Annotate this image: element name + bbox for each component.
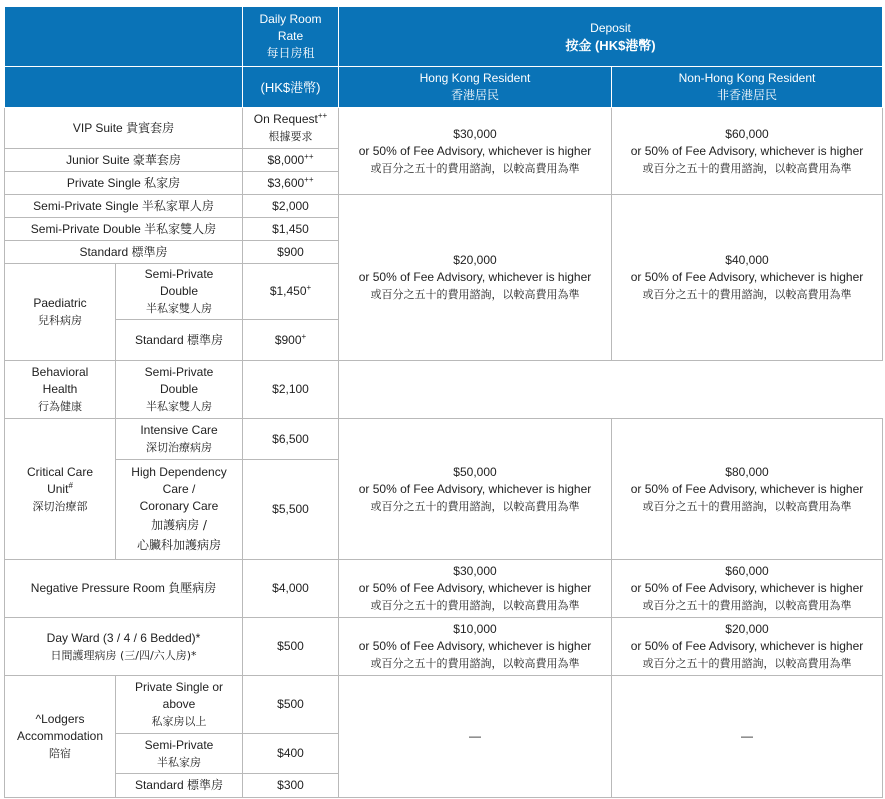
room-name-behavioral xyxy=(116,361,243,419)
icu-cn: 深切治療病房 xyxy=(146,441,212,454)
lodgers-private-line-1: Private Single or xyxy=(134,680,224,694)
header-blank xyxy=(5,7,243,67)
group-paediatric-cn: 兒科病房 xyxy=(38,314,82,327)
header-blank-2 xyxy=(5,67,243,108)
room-name-lodgers-semi xyxy=(116,734,243,774)
behavioral-line-1: Semi-Private xyxy=(144,365,214,379)
hd-line-2: Care / xyxy=(162,482,196,496)
rate-vip-sup: ++ xyxy=(317,111,328,120)
lodgers-semi-label: Semi-Private xyxy=(144,737,214,752)
deposit-or-50-cn: 或百分之五十的費用諮詢，以較高費用為準 xyxy=(370,499,580,513)
deposit-hk-group-3 xyxy=(339,419,612,560)
deposit-or-50-cn: 或百分之五十的費用諮詢，以較高費用為準 xyxy=(642,599,852,612)
room-name-standard: Standard 標準房 xyxy=(5,241,243,264)
deposit-hk-lodgers: — xyxy=(339,676,612,798)
rate-junior-sup: ++ xyxy=(304,151,314,161)
rate-private-single-value: $3,600 xyxy=(267,175,305,190)
deposit-amount: $60,000 xyxy=(725,564,769,578)
deposit-or-50-cn: 或百分之五十的費用諮詢，以較高費用為準 xyxy=(642,499,852,513)
rate-private-single xyxy=(243,172,339,195)
deposit-or-50: or 50% of Fee Advisory, whichever is higher xyxy=(630,143,864,158)
room-name-negative: Negative Pressure Room 負壓病房 xyxy=(5,560,243,618)
deposit-non-hk-group-2 xyxy=(612,195,883,361)
deposit-or-50: or 50% of Fee Advisory, whichever is higher xyxy=(358,270,592,284)
deposit-amount: $80,000 xyxy=(725,464,769,479)
hd-cn-2: 心臟科加護病房 xyxy=(136,538,221,552)
deposit-or-50-cn: 或百分之五十的費用諮詢，以較高費用為準 xyxy=(642,161,852,175)
table-row xyxy=(5,560,883,618)
header-currency: (HK$港幣) xyxy=(243,67,339,108)
paed-semi-line-2: Double xyxy=(159,284,199,298)
rate-icu: $6,500 xyxy=(243,419,339,460)
table-row xyxy=(5,618,883,676)
deposit-or-50: or 50% of Fee Advisory, whichever is higher xyxy=(358,581,592,595)
rate-vip-value: On Request xyxy=(253,112,318,126)
deposit-amount: $20,000 xyxy=(453,253,497,267)
room-name-semi-double: Semi-Private Double 半私家雙人房 xyxy=(5,218,243,241)
table-row xyxy=(5,361,883,419)
room-name-lodgers-standard: Standard 標準房 xyxy=(116,774,243,798)
room-name-junior: Junior Suite 豪華套房 xyxy=(5,149,243,172)
rate-lodgers-semi: $400 xyxy=(243,734,339,774)
lodgers-private-line-2: above xyxy=(162,697,196,711)
deposit-or-50: or 50% of Fee Advisory, whichever is higher xyxy=(630,481,864,496)
deposit-amount: $40,000 xyxy=(725,253,769,267)
room-name-lodgers-private xyxy=(116,676,243,734)
header-hk-resident-cn: 香港居民 xyxy=(450,88,499,102)
group-critical-care xyxy=(5,419,116,560)
deposit-or-50: or 50% of Fee Advisory, whichever is higher xyxy=(358,143,592,158)
table-row xyxy=(5,108,883,149)
deposit-amount: $20,000 xyxy=(725,622,769,636)
deposit-or-50: or 50% of Fee Advisory, whichever is higher xyxy=(630,639,864,653)
deposit-amount: $60,000 xyxy=(725,126,769,141)
rate-paed-standard-sup: + xyxy=(301,331,307,341)
group-critical-line-2: Unit xyxy=(47,481,69,496)
group-lodgers-line-2: Accommodation xyxy=(16,729,104,743)
rate-semi-double: $1,450 xyxy=(243,218,339,241)
rate-vip xyxy=(243,108,339,149)
group-paediatric xyxy=(5,264,116,361)
deposit-or-50: or 50% of Fee Advisory, whichever is higher xyxy=(358,639,592,653)
rate-semi-single: $2,000 xyxy=(243,195,339,218)
group-lodgers-cn: 陪宿 xyxy=(49,747,71,760)
deposit-non-hk-group-3 xyxy=(612,419,883,560)
deposit-non-hk-group-1 xyxy=(612,108,883,195)
room-rate-table xyxy=(4,6,883,798)
deposit-amount: $10,000 xyxy=(453,622,497,636)
hd-cn-1: 加護病房 / xyxy=(151,518,207,532)
deposit-amount: $30,000 xyxy=(453,126,497,141)
deposit-or-50-cn: 或百分之五十的費用諮詢，以較高費用為準 xyxy=(642,657,852,670)
header-rate-label: Daily Room Rate xyxy=(259,12,322,43)
deposit-or-50-cn: 或百分之五十的費用諮詢，以較高費用為準 xyxy=(642,288,852,301)
header-rate-label-cn: 每日房租 xyxy=(266,46,315,60)
room-name-paed-semi xyxy=(116,264,243,320)
group-paediatric-label: Paediatric xyxy=(33,296,87,310)
paed-semi-cn: 半私家雙人房 xyxy=(146,302,212,315)
deposit-hk-group-5 xyxy=(339,618,612,676)
group-critical-cn: 深切治療部 xyxy=(32,499,88,513)
deposit-or-50: or 50% of Fee Advisory, whichever is higher xyxy=(358,481,592,496)
rate-paed-semi xyxy=(243,264,339,320)
group-critical-sup: # xyxy=(68,480,73,490)
deposit-or-50-cn: 或百分之五十的費用諮詢，以較高費用為準 xyxy=(370,161,580,175)
rate-junior-value: $8,000 xyxy=(267,152,305,167)
deposit-hk-group-4 xyxy=(339,560,612,618)
deposit-amount: $30,000 xyxy=(453,564,497,578)
table-row xyxy=(5,676,883,734)
rate-paed-semi-value: $1,450 xyxy=(269,284,307,298)
day-ward-label: Day Ward (3 / 4 / 6 Bedded)* xyxy=(46,630,201,645)
deposit-non-hk-group-4 xyxy=(612,560,883,618)
group-behavioral-cn: 行為健康 xyxy=(38,400,82,413)
rate-vip-cn: 根據要求 xyxy=(268,130,313,143)
lodgers-semi-cn: 半私家房 xyxy=(157,755,201,769)
icu-label: Intensive Care xyxy=(140,423,218,437)
group-behavioral-line-2: Health xyxy=(42,382,78,396)
header-non-hk-resident xyxy=(612,67,883,108)
deposit-hk-group-1 xyxy=(339,108,612,195)
deposit-hk-group-2 xyxy=(339,195,612,361)
deposit-non-hk-lodgers: — xyxy=(612,676,883,798)
rate-paed-semi-sup: + xyxy=(306,283,312,292)
hd-line-1: High Dependency xyxy=(131,465,227,479)
room-name-vip: VIP Suite 貴賓套房 xyxy=(5,108,243,149)
header-deposit-label: Deposit xyxy=(590,20,631,35)
room-name-high-dependency xyxy=(116,460,243,560)
behavioral-line-2: Double xyxy=(159,382,199,396)
deposit-or-50: or 50% of Fee Advisory, whichever is higher xyxy=(630,270,864,284)
deposit-amount: $50,000 xyxy=(453,464,497,479)
group-lodgers xyxy=(5,676,116,798)
rate-paed-standard xyxy=(243,320,339,361)
deposit-or-50: or 50% of Fee Advisory, whichever is higher xyxy=(630,581,864,595)
header-daily-rate xyxy=(243,7,339,67)
lodgers-private-cn: 私家房以上 xyxy=(151,715,207,728)
deposit-or-50-cn: 或百分之五十的費用諮詢，以較高費用為準 xyxy=(370,288,580,301)
rate-standard: $900 xyxy=(243,241,339,264)
group-critical-line-1: Critical Care xyxy=(26,464,93,479)
room-name-day-ward xyxy=(5,618,243,676)
rate-lodgers-standard: $300 xyxy=(243,774,339,798)
header-hk-resident-label: Hong Kong Resident xyxy=(419,71,531,85)
table-row xyxy=(5,419,883,460)
rate-lodgers-private: $500 xyxy=(243,676,339,734)
header-deposit xyxy=(339,7,883,67)
rate-private-single-sup: ++ xyxy=(304,174,314,184)
group-lodgers-line-1: ^Lodgers xyxy=(35,712,85,726)
room-name-paed-standard: Standard 標準房 xyxy=(116,320,243,361)
deposit-or-50-cn: 或百分之五十的費用諮詢，以較高費用為準 xyxy=(370,599,580,612)
header-non-hk-resident-label: Non-Hong Kong Resident xyxy=(678,71,816,85)
deposit-non-hk-group-5 xyxy=(612,618,883,676)
header-deposit-label-cn: 按金 (HK$港幣) xyxy=(565,37,656,53)
room-name-private-single: Private Single 私家房 xyxy=(5,172,243,195)
day-ward-cn: 日間護理病房 (三/四/六人房)* xyxy=(50,648,197,662)
behavioral-cn: 半私家雙人房 xyxy=(146,400,212,413)
rate-negative: $4,000 xyxy=(243,560,339,618)
group-behavioral-line-1: Behavioral xyxy=(31,365,89,379)
room-name-icu xyxy=(116,419,243,460)
rate-junior xyxy=(243,149,339,172)
deposit-or-50-cn: 或百分之五十的費用諮詢，以較高費用為準 xyxy=(370,657,580,670)
room-name-semi-single: Semi-Private Single 半私家單人房 xyxy=(5,195,243,218)
group-behavioral xyxy=(5,361,116,419)
rate-behavioral: $2,100 xyxy=(243,361,339,419)
paed-semi-line-1: Semi-Private xyxy=(144,267,214,281)
table-row xyxy=(5,195,883,218)
rate-day-ward: $500 xyxy=(243,618,339,676)
hd-line-3: Coronary Care xyxy=(139,499,219,513)
rate-paed-standard-value: $900 xyxy=(274,332,302,347)
header-non-hk-resident-cn: 非香港居民 xyxy=(716,88,777,102)
header-hk-resident xyxy=(339,67,612,108)
rate-high-dependency: $5,500 xyxy=(243,460,339,560)
